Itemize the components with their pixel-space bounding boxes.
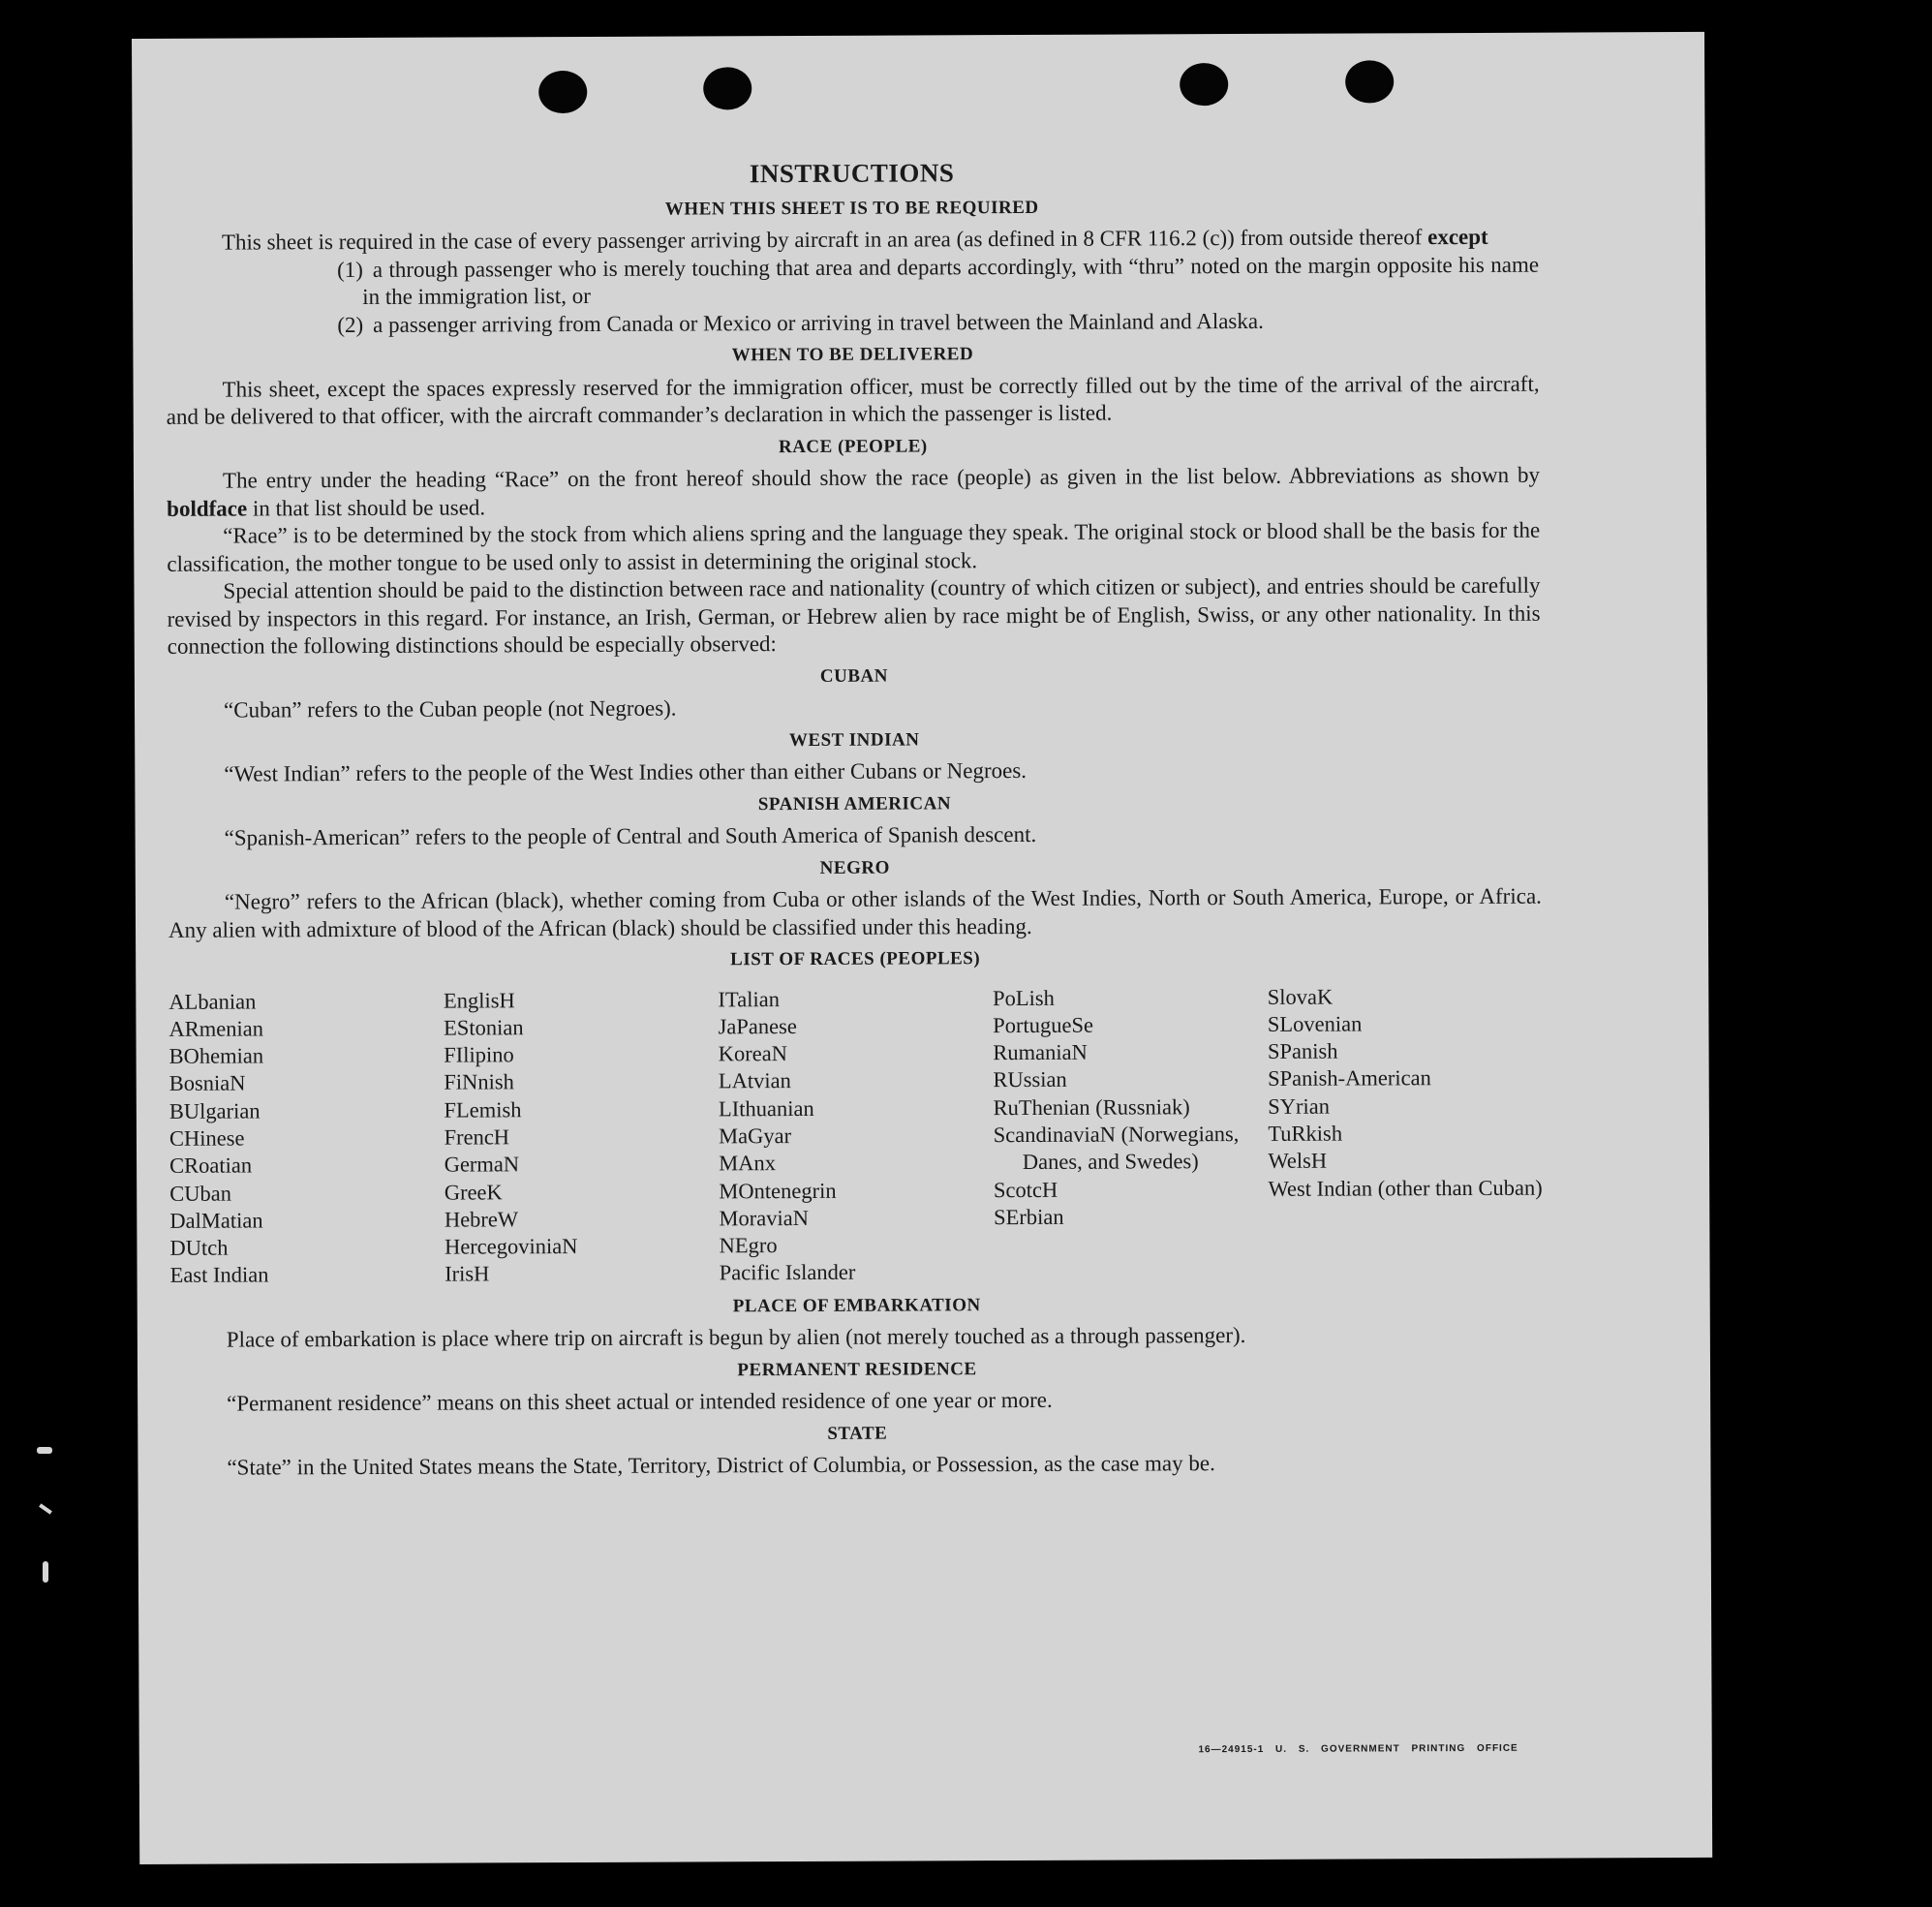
race-item: LAtvian: [718, 1068, 791, 1093]
punch-hole: [538, 71, 587, 113]
instructions-content: [166, 157, 1545, 1483]
race-item: CHinese: [169, 1125, 245, 1151]
race-item: IrisH: [445, 1261, 490, 1287]
punch-hole: [1345, 60, 1394, 103]
race-item: ScotcH: [993, 1177, 1058, 1202]
race-item: JaPanese: [718, 1013, 797, 1039]
text-run: The entry under the heading “Race” on the front hereof should show the race (people) as given in the list below. Abbreviations as shown by: [222, 462, 1541, 493]
race-item: KoreaN: [718, 1041, 788, 1066]
race-item: NEgro: [719, 1233, 778, 1258]
item-text: a through passenger who is merely touching that area and departs accordingly, with “thru” noted on the margin opposite his name in the immigration list, or: [362, 252, 1540, 309]
race-item: BOhemian: [169, 1043, 264, 1068]
paragraph-negro: “Negro” refers to the African (black), whether coming from Cuba or other islands of the West Indies, North or South America, Europe, or Africa. Any alien with admixture of blood of the African (black) should be classified under this heading.: [168, 883, 1542, 942]
race-item: PortugueSe: [993, 1012, 1094, 1037]
race-item: HebreW: [444, 1207, 519, 1232]
text-run: in that list should be used.: [247, 494, 486, 520]
races-column-2: [444, 986, 720, 1289]
race-item: TuRkish: [1268, 1121, 1343, 1146]
race-item: MOntenegrin: [719, 1178, 837, 1203]
race-item: BosniaN: [169, 1070, 246, 1096]
list-item-exception-1: [166, 251, 1539, 312]
race-item: BUlgarian: [169, 1098, 261, 1123]
race-item: SPanish: [1267, 1038, 1338, 1063]
race-item: East Indian: [169, 1262, 269, 1288]
race-item: SErbian: [994, 1204, 1064, 1230]
paragraph-residence: “Permanent residence” means on this sheet actual or intended residence of one year or more.: [227, 1388, 1053, 1416]
paragraph-race-1: [167, 462, 1540, 523]
race-item: MaGyar: [719, 1123, 792, 1149]
paragraph-race-2: “Race” is to be determined by the stock from which aliens spring and the language they speak. The original stock or blood shall be the basis for the classification, the mother tongue to be used only to assist in determining the original stock.: [167, 517, 1541, 576]
race-item: RUssian: [993, 1067, 1067, 1092]
text-run-bold: except: [1427, 224, 1488, 250]
races-column-3: [718, 985, 994, 1288]
page-title: INSTRUCTIONS: [749, 158, 955, 189]
paragraph-embarkation: Place of embarkation is place where trip on aircraft is begun by alien (not merely touched as a through passenger).: [226, 1323, 1246, 1352]
race-item: MoraviaN: [719, 1205, 810, 1231]
race-item: MAnx: [719, 1151, 777, 1176]
race-item: GreeK: [444, 1179, 503, 1205]
race-item: FLemish: [444, 1096, 522, 1123]
race-item: FrencH: [444, 1124, 510, 1150]
item-text: a passenger arriving from Canada or Mexico or arriving in travel between the Mainland and Alaska.: [373, 308, 1264, 337]
section-heading-cuban: CUBAN: [819, 665, 888, 687]
race-item: GermaN: [444, 1152, 520, 1177]
race-item: ALbanian: [169, 988, 257, 1014]
section-heading-spanish-american: SPANISH AMERICAN: [757, 792, 952, 815]
paragraph-cuban: “Cuban” refers to the Cuban people (not Negroes).: [223, 695, 677, 723]
race-item: Pacific Islander: [719, 1260, 856, 1285]
race-item: ScandinaviaN (Norwegians, Danes, and Swedes): [993, 1122, 1240, 1175]
race-item: CUban: [169, 1181, 232, 1206]
paragraph-state: “State” in the United States means the State, Territory, District of Columbia, or Possession, as the case may be.: [227, 1451, 1215, 1480]
race-item: RumaniaN: [993, 1039, 1088, 1065]
punch-hole: [1180, 63, 1228, 106]
race-item: SYrian: [1268, 1093, 1330, 1119]
section-heading-state: STATE: [827, 1423, 888, 1444]
section-heading-west-indian: WEST INDIAN: [788, 728, 920, 751]
section-heading-delivered: WHEN TO BE DELIVERED: [731, 344, 974, 366]
race-item: ITalian: [718, 986, 780, 1011]
race-item: WelsH: [1268, 1148, 1328, 1174]
race-item: ARmenian: [169, 1016, 263, 1041]
section-heading-required: WHEN THIS SHEET IS TO BE REQUIRED: [664, 197, 1039, 220]
section-heading-negro: NEGRO: [819, 857, 890, 878]
races-column-4: [993, 983, 1269, 1286]
race-item: PoLish: [993, 985, 1055, 1010]
race-item: West Indian (other than Cuban): [1268, 1175, 1543, 1201]
race-item: HercegoviniaN: [444, 1234, 578, 1259]
instruction-sheet: [132, 32, 1712, 1864]
races-column-5: [1268, 982, 1544, 1285]
printer-footnote: 16—24915-1 U. S. GOVERNMENT PRINTING OFFICE: [1198, 1742, 1518, 1756]
paragraph-west-indian: “West Indian” refers to the people of the West Indies other than either Cubans or Negroes.: [224, 757, 1027, 786]
paragraph-race-3: Special attention should be paid to the distinction between race and nationality (country of which citizen or subject), and entries should be carefully revised by inspectors in this regard. For instance, an Irish, German, or Hebrew alien by race might be of English, Swiss, or any other nationality. In this connection the following distinctions should be especially observed:: [167, 572, 1541, 659]
punch-hole: [703, 67, 751, 109]
scan-artifact: [43, 1561, 48, 1583]
text-run: This sheet is required in the case of every passenger arriving by aircraft in an area (as defined in 8 CFR 116.2 (c)) from outside thereof: [221, 225, 1428, 255]
section-heading-race: RACE (PEOPLE): [778, 435, 928, 457]
race-item: DUtch: [169, 1235, 229, 1261]
text-run-bold: boldface: [167, 495, 248, 521]
item-number: (1): [336, 257, 363, 282]
race-item: EStonian: [443, 1015, 524, 1040]
race-item: RuThenian (Russniak): [993, 1093, 1190, 1120]
paragraph-spanish-american: “Spanish-American” refers to the people of Central and South America of Spanish descent.: [224, 821, 1037, 850]
race-item: SlovaK: [1267, 984, 1334, 1009]
race-item: SPanish-American: [1268, 1065, 1431, 1092]
race-item: CRoatian: [169, 1153, 253, 1179]
section-heading-list-of-races: LIST OF RACES (PEOPLES): [730, 948, 981, 970]
section-heading-embarkation: PLACE OF EMBARKATION: [732, 1294, 981, 1317]
race-item: EnglisH: [443, 987, 515, 1013]
paragraph-delivered: This sheet, except the spaces expressly reserved for the immigration officer, must be correctly filled out by the time of the arrival of the aircraft, and be delivered to that officer, with the aircraft commander’s declaration in which the passenger is listed.: [166, 371, 1540, 429]
race-item: DalMatian: [169, 1208, 263, 1233]
scan-artifact: [39, 1503, 52, 1514]
race-item: SLovenian: [1267, 1011, 1363, 1036]
race-item: FIlipino: [444, 1042, 514, 1067]
item-number: (2): [337, 312, 364, 337]
list-item-exception-2: [166, 306, 1539, 340]
races-list: [169, 982, 1543, 1289]
races-column-1: [169, 987, 445, 1290]
race-item: FiNnish: [444, 1069, 514, 1094]
race-item: LIthuanian: [718, 1095, 814, 1122]
section-heading-residence: PERMANENT RESIDENCE: [737, 1358, 977, 1381]
scan-artifact: [37, 1447, 52, 1454]
